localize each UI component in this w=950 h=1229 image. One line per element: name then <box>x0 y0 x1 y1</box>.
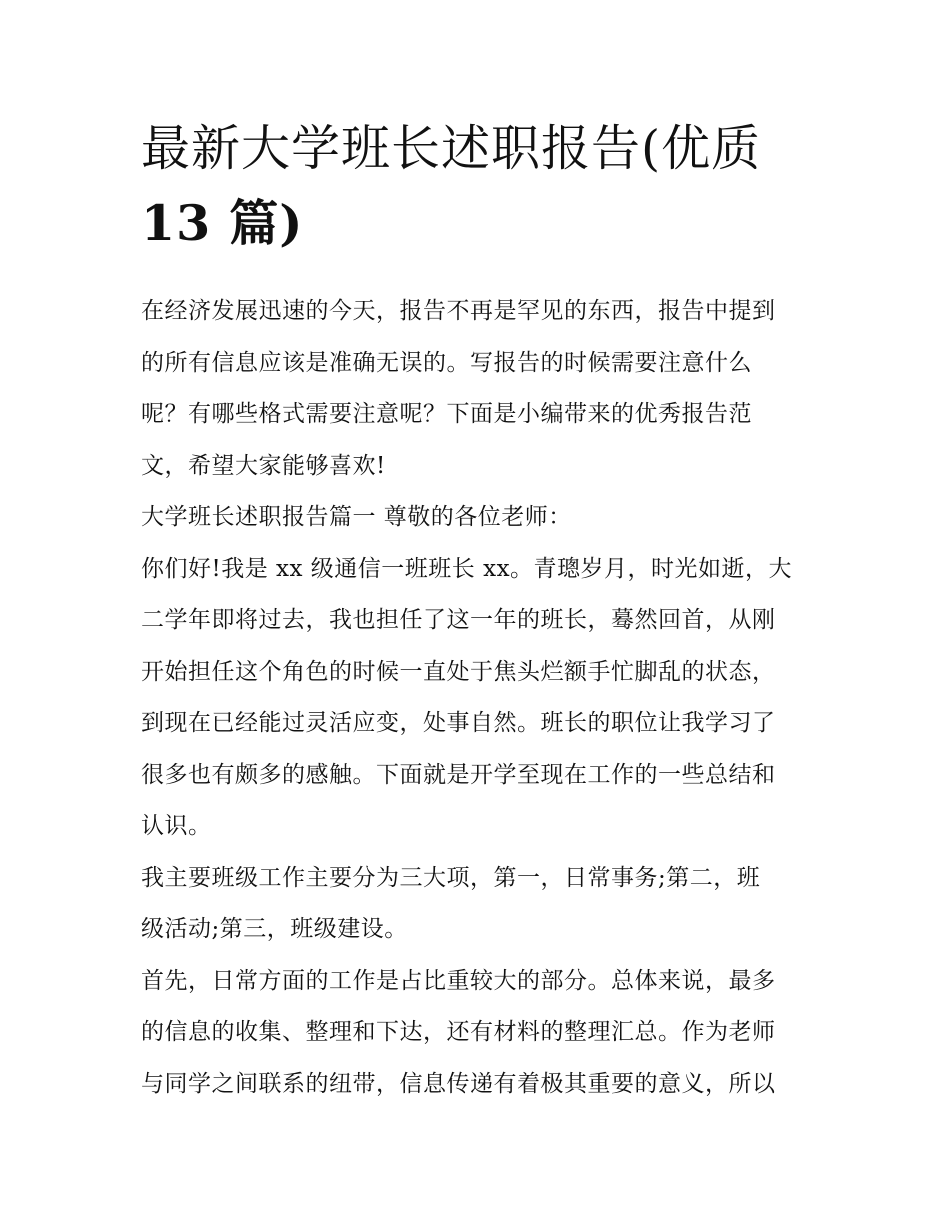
text-line: 的所有信息应该是准确无误的。写报告的时候需要注意什么 <box>141 349 752 376</box>
paragraph-work-items <box>141 853 811 956</box>
paragraph-greeting <box>141 544 811 853</box>
paragraph-daily-work <box>141 956 811 1111</box>
text-line: 二学年即将过去，我也担任了这一年的班长，蓦然回首，从刚 <box>141 607 776 633</box>
text-line: 在经济发展迅速的今天，报告不再是罕见的东西，报告中提到 <box>141 298 776 324</box>
text-line: 文，希望大家能够喜欢! <box>141 452 386 479</box>
text-line: 我主要班级工作主要分为三大项，第一，日常事务;第二，班 <box>141 864 761 891</box>
paragraph-intro <box>141 286 811 492</box>
text-line: 认识。 <box>141 813 212 839</box>
title-line: 最新大学班长述职报告(优质 <box>141 120 762 177</box>
text-line: 呢？有哪些格式需要注意呢？下面是小编带来的优秀报告范 <box>141 401 752 427</box>
text-line: 大学班长述职报告篇一 尊敬的各位老师： <box>141 504 572 530</box>
document-title <box>141 112 811 260</box>
title-line: 13 篇) <box>141 194 304 252</box>
text-line: 级活动;第三，班级建设。 <box>141 916 408 942</box>
text-line: 的信息的收集、整理和下达，还有材料的整理汇总。作为老师 <box>141 1019 776 1045</box>
text-line: 与同学之间联系的纽带，信息传递有着极其重要的意义，所以 <box>141 1070 776 1097</box>
text-line: 很多也有颇多的感触。下面就是开学至现在工作的一些总结和 <box>141 761 776 788</box>
paragraph-section-heading <box>141 492 811 544</box>
text-line: 到现在已经能过灵活应变，处事自然。班长的职位让我学习了 <box>141 710 776 736</box>
document-body <box>141 112 811 1110</box>
text-line: 你们好!我是 xx 级通信一班班长 xx。青璁岁月，时光如逝，大 <box>141 555 793 582</box>
text-line: 开始担任这个角色的时候一直处于焦头烂额手忙脚乱的状态， <box>141 658 776 685</box>
text-line: 首先，日常方面的工作是占比重较大的部分。总体来说，最多 <box>141 967 776 994</box>
